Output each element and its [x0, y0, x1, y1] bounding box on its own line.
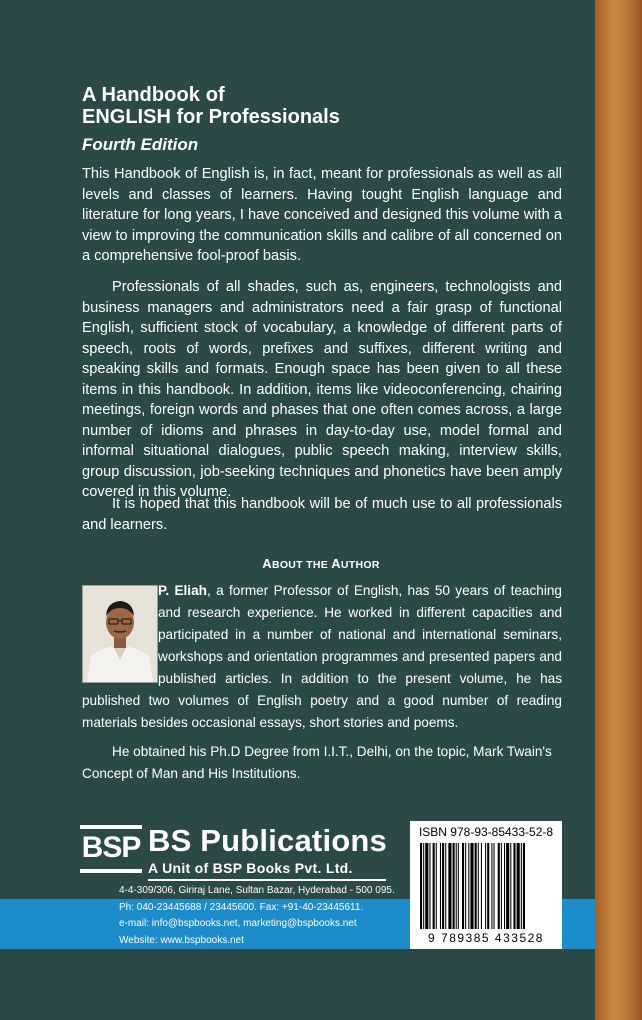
publisher-address: 4-4-309/306, Giriraj Lane, Sultan Bazar, Hyderabad - 500 095.	[119, 885, 395, 896]
author-bio	[82, 580, 562, 734]
bsp-logo-text: BSP	[81, 831, 141, 864]
blurb-paragraph-1: This Handbook of English is, in fact, meant for professionals as well as all levels and classes of learners. Having tought English language and literature for long years, I have conceived and designed this volume with a view to improving the communication skills and calibre of all concerned on a comprehensive fool-proof basis.	[82, 166, 562, 264]
author-phd: He obtained his Ph.D Degree from I.I.T., Delhi, on the topic, Mark Twain's Concept of Man and His Institutions.	[82, 744, 552, 781]
about-heading-cap-b: A	[331, 556, 341, 571]
blurb-paragraph-2: Professionals of all shades, such as, engineers, technologists and business managers and administrators need a fair grasp of functional English, sufficient stock of vocabulary, a knowledge of different parts of speech, roots of words, prefixes and suffixes, different writing and speaking skills and formats. Enough space has been given to all these items in this handbook. In addition, items like videoconferencing, chairing meetings, foreign words and phases that one often comes across, a large number of idioms and phrases in day-to-day use, model formal and informal situational dialogues, public speech making, interview skills, group discussion, job-seeking techniques and phonetics have been amply covered in this volume.	[82, 279, 562, 500]
barcode-number: 9 789385 433528	[428, 931, 544, 945]
about-heading-rest2: UTHOR	[340, 559, 380, 571]
about-heading-cap-a: A	[262, 556, 272, 571]
isbn-barcode	[410, 821, 562, 949]
about-heading-rest1: BOUT THE	[271, 559, 332, 571]
author-bio-text: , a former Professor of English, has 50 years of teaching and research experience. He worked in different capacities and participated in a number of national and international seminars, workshops and orientation programmes and presented papers and published articles. In addition to the present volume, he has published two volumes of English poetry and a good number of reading materials besides occasional essays, short stories and poems.	[82, 583, 562, 730]
bsp-logo	[80, 825, 142, 875]
blurb-paragraph-3: It is hoped that this handbook will be of much use to all professionals and learners.	[82, 496, 562, 533]
book-spine	[595, 0, 642, 1020]
book-title-line2: ENGLISH for Professionals	[82, 106, 340, 128]
isbn-label: ISBN 978-93-85433-52-8	[418, 825, 554, 839]
publisher-email: e-mail: info@bspbooks.net, marketing@bspbooks.net	[119, 918, 357, 929]
publisher-website: Website: www.bspbooks.net	[119, 935, 244, 946]
publisher-rule	[148, 879, 386, 881]
publisher-phone: Ph: 040-23445688 / 23445600. Fax: +91-40-23445611.	[119, 902, 364, 913]
author-name: P. Eliah	[158, 583, 207, 598]
publisher-name: BS Publications	[148, 823, 387, 858]
about-author-heading	[0, 556, 642, 571]
book-title-line1: A Handbook of	[82, 84, 225, 106]
publisher-unit: A Unit of BSP Books Pvt. Ltd.	[148, 860, 353, 876]
barcode-icon	[420, 843, 560, 929]
edition-label: Fourth Edition	[82, 135, 199, 154]
